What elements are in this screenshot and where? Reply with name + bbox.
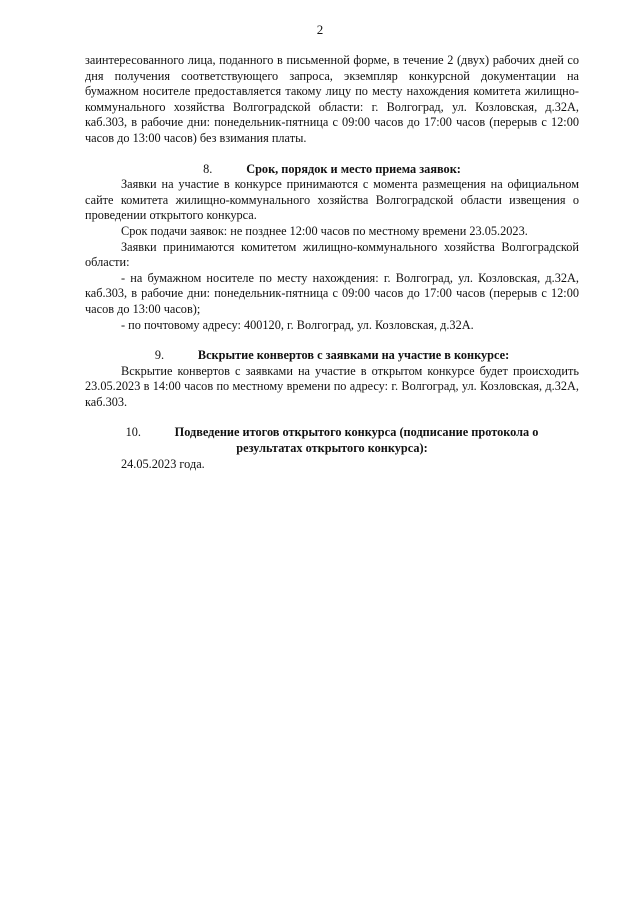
intro-paragraph: заинтересованного лица, поданного в письменной форме, в течение 2 (двух) рабочих дней со дня получения соответствующего запроса, экземпляр конкурсной документации на бумажном носителе предоставляется такому лицу по месту нахождения комитета жилищно-коммунального хозяйства Волгоградской области: г. Волгоград, ул. Козловская, д.32А, каб.303, в рабочие дни: понедельник-пятница с 09:00 часов до 17:00 часов (перерыв с 12:00 часов до 13:00 часов) без взимания платы. xyxy=(85,53,579,145)
section-9-heading xyxy=(85,348,579,364)
page-number: 2 xyxy=(316,22,324,37)
section-8-paragraph-3: Заявки принимаются комитетом жилищно-коммунального хозяйства Волгоградской области: xyxy=(85,239,579,270)
section-9-title: Вскрытие конвертов с заявками на участие в конкурсе: xyxy=(197,348,510,363)
section-10-title-line-2: результатах открытого конкурса): xyxy=(236,441,428,456)
section-8-paragraph-5: - по почтовому адресу: 400120, г. Волгоград, ул. Козловская, д.32А. xyxy=(121,317,474,332)
section-8-paragraph-2: Срок подачи заявок: не позднее 12:00 часов по местному времени 23.05.2023. xyxy=(121,223,528,238)
document-body xyxy=(85,53,579,472)
section-8-heading xyxy=(85,162,579,178)
section-8-title: Срок, порядок и место приема заявок: xyxy=(246,161,461,176)
section-8-number: 8. xyxy=(203,161,213,176)
section-9-number: 9. xyxy=(154,348,165,363)
section-10-number: 10. xyxy=(125,425,141,440)
section-8-paragraph-1: Заявки на участие в конкурсе принимаются с момента размещения на официальном сайте комитета жилищно-коммунального хозяйства Волгоградской области извещения о проведении открытого конкурса. xyxy=(85,177,579,223)
section-8-paragraph-4: - на бумажном носителе по месту нахождения: г. Волгоград, ул. Козловская, д.32А, каб.303, в рабочие дни: понедельник-пятница с 09:00 часов до 17:00 часов (перерыв с 12:00 часов до 13:00 часов); xyxy=(85,270,579,316)
section-10-title-line-1: Подведение итогов открытого конкурса (подписание протокола о xyxy=(174,425,539,440)
section-9-paragraph-1: Вскрытие конвертов с заявками на участие в открытом конкурсе будет происходить 23.05.2023 в 14:00 часов по местному времени по адресу: г. Волгоград, ул. Козловская, д.32А, каб.303. xyxy=(85,363,579,409)
section-10-paragraph-1: 24.05.2023 года. xyxy=(121,456,205,471)
section-10-heading xyxy=(85,425,579,456)
